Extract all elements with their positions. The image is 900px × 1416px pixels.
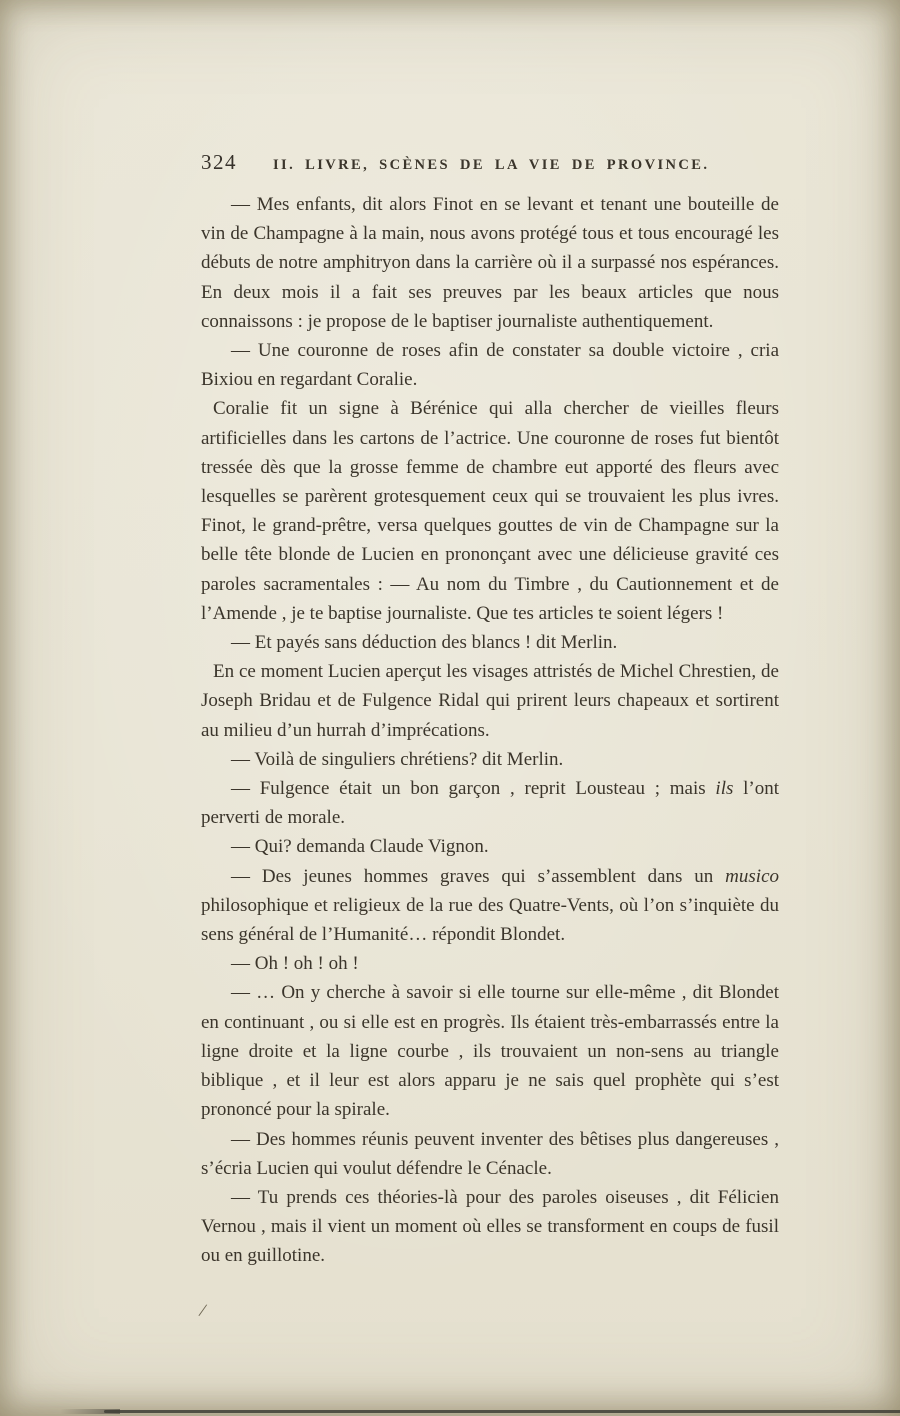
text-segment: l’ont perverti de morale. <box>201 778 780 829</box>
paragraph <box>201 1125 779 1183</box>
text-segment: — Des hommes réunis peuvent inventer des bêtises plus dangereuses , s’écria Lucien qui voulut défendre le Cénacle. <box>201 1128 779 1179</box>
text-segment: — Une couronne de roses afin de constater sa double victoire , cria Bixiou en regardant Coralie. <box>201 340 779 391</box>
stray-pencil-mark: / <box>198 1299 207 1321</box>
page-bottom-edge <box>104 1410 900 1413</box>
text-segment: — Et payés sans déduction des blancs ! dit Merlin. <box>231 632 618 654</box>
page-body <box>201 190 779 1271</box>
paragraph <box>201 832 779 861</box>
text-segment: — … On y cherche à savoir si elle tourne sur elle-même , dit Blondet en continuant , ou si elle est en progrès. Ils étaient très-embarrassés entre la ligne droite et la ligne courbe , ils trouvaient un non-sens au triangle biblique , et il leur est alors apparu je ne sais quel prophète qui s’est prononcé pour la spirale. <box>201 982 779 1121</box>
italic-text: musico <box>725 865 779 887</box>
paragraph <box>201 336 779 394</box>
paragraph <box>201 862 779 950</box>
paragraph <box>201 190 779 336</box>
paragraph <box>201 745 779 774</box>
text-block <box>201 150 779 1271</box>
text-segment: — Mes enfants, dit alors Finot en se levant et tenant une bouteille de vin de Champagne à la main, nous avons protégé tous et tous encouragé les débuts de notre amphitryon dans la carrière où il a surpassé nos espérances. En deux mois il a fait ses preuves par les beaux articles que nous connaissons : je propose de le baptiser journaliste authentiquement. <box>201 194 779 332</box>
text-segment: philosophique et religieux de la rue des Quatre-Vents, où l’on s’inquiète du sens général de l’Humanité… répondit Blondet. <box>201 894 779 946</box>
text-segment: Coralie fit un signe à Bérénice qui alla chercher de vieilles fleurs artificielles dans les cartons de l’actrice. Une couronne de roses fut bientôt tressée dès que la grosse femme de chambre eut apporté des fleurs avec lesquelles se parèrent grotesquement ceux qui se trouvaient les plus ivres. Finot, le grand-prêtre, versa quelques gouttes de vin de Champagne sur la belle tête blonde de Lucien en prononçant avec une délicieuse gravité ces paroles sacramentales : — Au nom du Timbre , du Cautionnement et de l’Amende , je te baptise journaliste. Que tes articles te soient légers ! <box>201 398 779 624</box>
text-segment: — Fulgence était un bon garçon , reprit Lousteau ; mais <box>231 778 716 800</box>
italic-text: ils <box>715 778 734 800</box>
text-segment: — Des jeunes hommes graves qui s’assemblent dans un <box>231 865 726 887</box>
text-segment: — Tu prends ces théories-là pour des paroles oiseuses , dit Félicien Vernou , mais il vient un moment où elles se transforment en coups de fusil ou en guillotine. <box>201 1186 779 1267</box>
paragraph <box>201 628 779 657</box>
paragraph <box>201 394 779 628</box>
running-title: II. LIVRE, SCÈNES DE LA VIE DE PROVINCE. <box>273 157 710 173</box>
text-segment: — Oh ! oh ! oh ! <box>231 953 359 975</box>
paragraph <box>201 949 779 978</box>
paragraph <box>201 774 779 832</box>
text-segment: — Voilà de singuliers chrétiens? dit Merlin. <box>231 748 564 770</box>
paragraph <box>201 657 779 745</box>
page-header <box>201 150 779 175</box>
page-number: 324 <box>201 150 237 174</box>
paragraph <box>201 978 779 1124</box>
paragraph <box>201 1183 779 1271</box>
text-segment: — Qui? demanda Claude Vignon. <box>231 836 489 858</box>
text-segment: En ce moment Lucien aperçut les visages attristés de Michel Chrestien, de Joseph Bridau et de Fulgence Ridal qui prirent leurs chapeaux et sortirent au milieu d’un hurrah d’imprécations. <box>201 661 779 741</box>
